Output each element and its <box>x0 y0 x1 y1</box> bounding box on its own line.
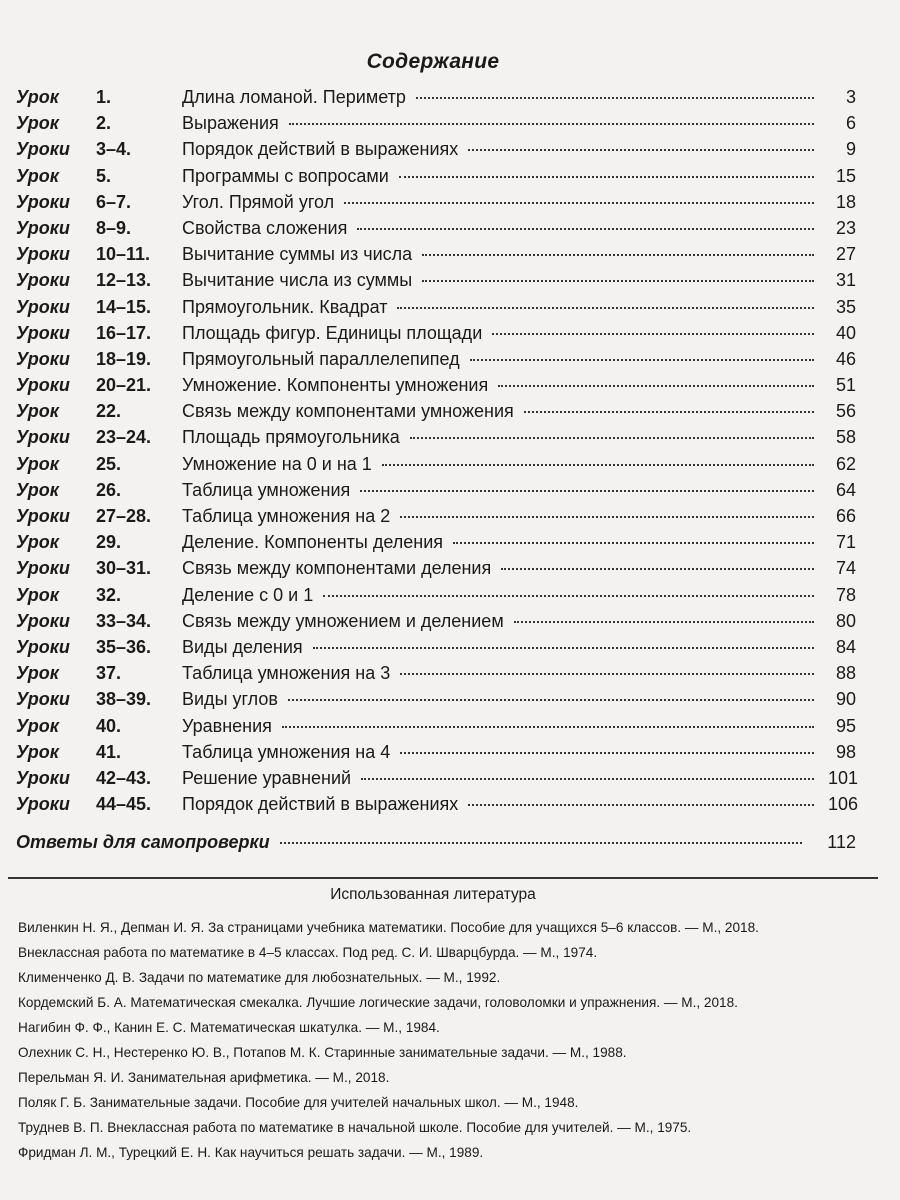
lesson-kind: Урок <box>16 532 59 553</box>
lesson-topic: Связь между умножением и делением <box>182 610 504 631</box>
dot-leader <box>468 804 814 806</box>
dot-leader <box>399 176 814 178</box>
answers-page-number: 112 <box>827 832 856 852</box>
lesson-number: 2. <box>96 113 112 134</box>
page-number: 74 <box>835 558 856 579</box>
lesson-topic: Вычитание числа из суммы <box>182 270 413 291</box>
page-number: 62 <box>835 453 856 474</box>
toc-entry <box>16 244 856 270</box>
page-number: 3 <box>845 87 856 107</box>
page-number: 58 <box>835 427 856 448</box>
lesson-topic: Площадь фигур. Единицы площади <box>182 322 483 343</box>
lesson-topic: Уравнения <box>182 715 272 736</box>
lesson-kind: Уроки <box>16 375 70 396</box>
toc-entry <box>16 480 856 506</box>
lesson-kind: Урок <box>16 715 59 736</box>
lesson-topic: Виды углов <box>182 689 278 710</box>
dot-leader <box>288 699 814 701</box>
lesson-number: 5. <box>96 165 112 186</box>
literature-item: Виленкин Н. Я., Депман И. Я. За страницами учебника математики. Пособие для учащихся 5–6 классов. — М., 2018. <box>18 920 759 935</box>
page-number: 40 <box>835 322 856 343</box>
lesson-kind: Уроки <box>16 558 70 579</box>
lesson-topic: Угол. Прямой угол <box>182 191 335 212</box>
dot-leader <box>382 464 814 466</box>
page-number: 31 <box>835 270 856 291</box>
lesson-kind: Уроки <box>16 296 70 317</box>
lesson-number: 22. <box>96 401 122 422</box>
page-number: 64 <box>835 479 856 500</box>
page-number: 51 <box>835 375 856 396</box>
lesson-number: 38–39. <box>96 689 152 710</box>
lesson-number: 35–36. <box>96 636 152 657</box>
lesson-number: 6–7. <box>96 191 132 212</box>
lesson-number: 44–45. <box>96 794 152 815</box>
lesson-number: 14–15. <box>96 296 152 317</box>
lesson-topic: Умножение на 0 и на 1 <box>182 453 372 474</box>
lesson-topic: Прямоугольный параллелепипед <box>182 348 460 369</box>
page-number: 90 <box>835 689 856 710</box>
toc-entry <box>16 323 856 349</box>
page-number: 66 <box>835 506 856 526</box>
literature-item: Поляк Г. Б. Занимательные задачи. Пособие для учителей начальных школ. — М., 1948. <box>18 1095 579 1110</box>
dot-leader <box>422 254 814 256</box>
toc-entry <box>16 297 856 323</box>
lesson-number: 25. <box>96 453 122 474</box>
lesson-kind: Урок <box>16 87 59 107</box>
lesson-kind: Урок <box>16 479 59 500</box>
lesson-number: 37. <box>96 663 122 684</box>
lesson-topic: Умножение. Компоненты умножения <box>182 375 489 396</box>
lesson-kind: Уроки <box>16 191 70 212</box>
dot-leader <box>357 228 814 230</box>
dot-leader <box>400 516 814 518</box>
literature-list <box>18 918 860 1168</box>
toc-entry <box>16 611 856 637</box>
lesson-kind: Уроки <box>16 217 70 238</box>
lesson-number: 20–21. <box>96 375 152 396</box>
lesson-number: 27–28. <box>96 506 152 526</box>
dot-leader <box>280 842 802 844</box>
lesson-kind: Урок <box>16 584 59 605</box>
dot-leader <box>289 123 814 125</box>
toc-entry <box>16 637 856 663</box>
toc-entry <box>16 558 856 584</box>
literature-title: Использованная литература <box>330 886 536 903</box>
dot-leader <box>468 149 814 151</box>
contents-list <box>16 87 859 820</box>
literature-item: Клименченко Д. В. Задачи по математике для любознательных. — М., 1992. <box>18 970 501 985</box>
contents-title: Содержание <box>366 50 500 73</box>
page-number: 56 <box>835 401 856 422</box>
toc-entry <box>16 689 856 715</box>
lesson-number: 41. <box>96 741 122 762</box>
literature-item: Кордемский Б. А. Математическая смекалка. Лучшие логические задачи, головоломки и упражнения. — М., 2018. <box>18 995 738 1010</box>
lesson-kind: Уроки <box>16 427 70 448</box>
lesson-kind: Урок <box>16 165 59 186</box>
toc-entry <box>16 454 856 480</box>
lesson-number: 40. <box>96 715 122 736</box>
toc-entry <box>16 139 856 165</box>
toc-entry <box>16 166 856 192</box>
literature-item: Нагибин Ф. Ф., Канин Е. С. Математическая шкатулка. — М., 1984. <box>18 1020 440 1035</box>
lesson-topic: Связь между компонентами умножения <box>182 401 514 422</box>
dot-leader <box>498 385 814 387</box>
toc-entry <box>16 506 856 532</box>
toc-entry <box>16 794 859 820</box>
page-number: 95 <box>835 715 856 736</box>
lesson-topic: Таблица умножения на 3 <box>182 663 391 684</box>
dot-leader <box>524 411 814 413</box>
lesson-kind: Уроки <box>16 244 70 265</box>
toc-entry <box>16 87 856 113</box>
toc-entry <box>16 716 856 742</box>
page-number: 88 <box>835 663 856 684</box>
dot-leader <box>400 752 814 754</box>
page-number: 80 <box>835 610 856 631</box>
toc-entry <box>16 767 859 794</box>
literature-item: Перельман Я. И. Занимательная арифметика. — М., 2018. <box>18 1070 390 1085</box>
page-number: 101 <box>828 767 859 788</box>
toc-entry <box>16 742 856 768</box>
lesson-topic: Свойства сложения <box>182 217 348 238</box>
page-number: 15 <box>835 165 856 186</box>
lesson-kind: Уроки <box>16 767 70 788</box>
lesson-kind: Урок <box>16 113 59 134</box>
answers-entry <box>16 832 856 853</box>
lesson-topic: Длина ломаной. Периметр <box>182 87 406 107</box>
lesson-topic: Порядок действий в выражениях <box>182 794 459 815</box>
literature-item: Труднев В. П. Внеклассная работа по математике в начальной школе. Пособие для учителей. — М., 1975. <box>18 1120 692 1135</box>
lesson-number: 42–43. <box>96 767 152 788</box>
lesson-kind: Уроки <box>16 794 70 815</box>
toc-entry <box>16 585 856 611</box>
lesson-number: 33–34. <box>96 610 152 631</box>
lesson-kind: Урок <box>16 401 59 422</box>
page-number: 106 <box>828 794 859 815</box>
lesson-kind: Урок <box>16 741 59 762</box>
answers-label: Ответы для самопроверки <box>16 832 270 852</box>
page-number: 9 <box>845 139 856 160</box>
lesson-number: 12–13. <box>96 270 152 291</box>
dot-leader <box>422 280 814 282</box>
toc-entry <box>16 427 856 453</box>
lesson-topic: Деление. Компоненты деления <box>182 532 443 553</box>
dot-leader <box>453 542 814 544</box>
lesson-number: 8–9. <box>96 217 132 238</box>
lesson-kind: Уроки <box>16 636 70 657</box>
lesson-kind: Уроки <box>16 506 70 526</box>
lesson-number: 23–24. <box>96 427 152 448</box>
dot-leader <box>416 97 814 99</box>
toc-entry <box>16 532 856 558</box>
lesson-kind: Уроки <box>16 322 70 343</box>
page-number: 78 <box>835 584 856 605</box>
lesson-number: 10–11. <box>96 244 151 265</box>
lesson-topic: Вычитание суммы из числа <box>182 244 413 265</box>
page-number: 98 <box>835 741 856 762</box>
toc-entry <box>16 113 856 139</box>
dot-leader <box>282 726 814 728</box>
dot-leader <box>360 490 814 492</box>
dot-leader <box>397 307 814 309</box>
lesson-topic: Таблица умножения на 4 <box>182 741 391 762</box>
lesson-topic: Связь между компонентами деления <box>182 558 492 579</box>
literature-item: Фридман Л. М., Турецкий Е. Н. Как научиться решать задачи. — М., 1989. <box>18 1145 484 1160</box>
lesson-kind: Уроки <box>16 689 70 710</box>
page-number: 6 <box>845 113 856 134</box>
lesson-topic: Таблица умножения <box>182 479 351 500</box>
lesson-number: 30–31. <box>96 558 152 579</box>
lesson-topic: Решение уравнений <box>182 767 352 788</box>
dot-leader <box>400 673 814 675</box>
page-number: 71 <box>835 532 856 553</box>
dot-leader <box>313 647 814 649</box>
lesson-kind: Урок <box>16 453 59 474</box>
dot-leader <box>514 621 814 623</box>
literature-item: Олехник С. Н., Нестеренко Ю. В., Потапов М. К. Старинные занимательные задачи. — М., 1988. <box>18 1045 627 1060</box>
lesson-number: 26. <box>96 479 122 500</box>
lesson-topic: Прямоугольник. Квадрат <box>182 296 388 317</box>
page-number: 27 <box>835 244 856 265</box>
lesson-kind: Уроки <box>16 348 70 369</box>
dot-leader <box>344 202 814 204</box>
toc-entry <box>16 192 856 218</box>
dot-leader <box>492 333 814 335</box>
dot-leader <box>361 778 814 780</box>
lesson-number: 32. <box>96 584 122 605</box>
toc-entry <box>16 663 856 689</box>
lesson-topic: Программы с вопросами <box>182 165 389 186</box>
dot-leader <box>470 359 814 361</box>
toc-entry <box>16 375 856 401</box>
lesson-number: 16–17. <box>96 322 152 343</box>
dot-leader <box>501 568 814 570</box>
lesson-topic: Таблица умножения на 2 <box>182 506 391 526</box>
lesson-topic: Порядок действий в выражениях <box>182 139 459 160</box>
dot-leader <box>323 595 814 597</box>
page-number: 35 <box>835 296 856 317</box>
section-divider <box>8 877 878 879</box>
page-number: 18 <box>835 191 856 212</box>
toc-entry <box>16 401 856 427</box>
lesson-number: 18–19. <box>96 348 152 369</box>
literature-item: Внеклассная работа по математике в 4–5 классах. Под ред. С. И. Шварцбурда. — М., 1974. <box>18 945 598 960</box>
page-number: 46 <box>835 348 856 369</box>
page-number: 23 <box>835 217 856 238</box>
lesson-topic: Выражения <box>182 113 279 134</box>
lesson-number: 3–4. <box>96 139 132 160</box>
lesson-topic: Деление с 0 и 1 <box>182 584 314 605</box>
toc-entry <box>16 218 856 244</box>
lesson-topic: Виды деления <box>182 636 303 657</box>
lesson-kind: Уроки <box>16 270 70 291</box>
lesson-number: 1. <box>96 87 112 107</box>
lesson-kind: Уроки <box>16 610 70 631</box>
lesson-topic: Площадь прямоугольника <box>182 427 400 448</box>
lesson-kind: Уроки <box>16 139 70 160</box>
dot-leader <box>410 437 814 439</box>
toc-entry <box>16 270 856 296</box>
lesson-number: 29. <box>96 532 122 553</box>
page-number: 84 <box>835 636 856 657</box>
toc-entry <box>16 349 856 375</box>
lesson-kind: Урок <box>16 663 59 684</box>
